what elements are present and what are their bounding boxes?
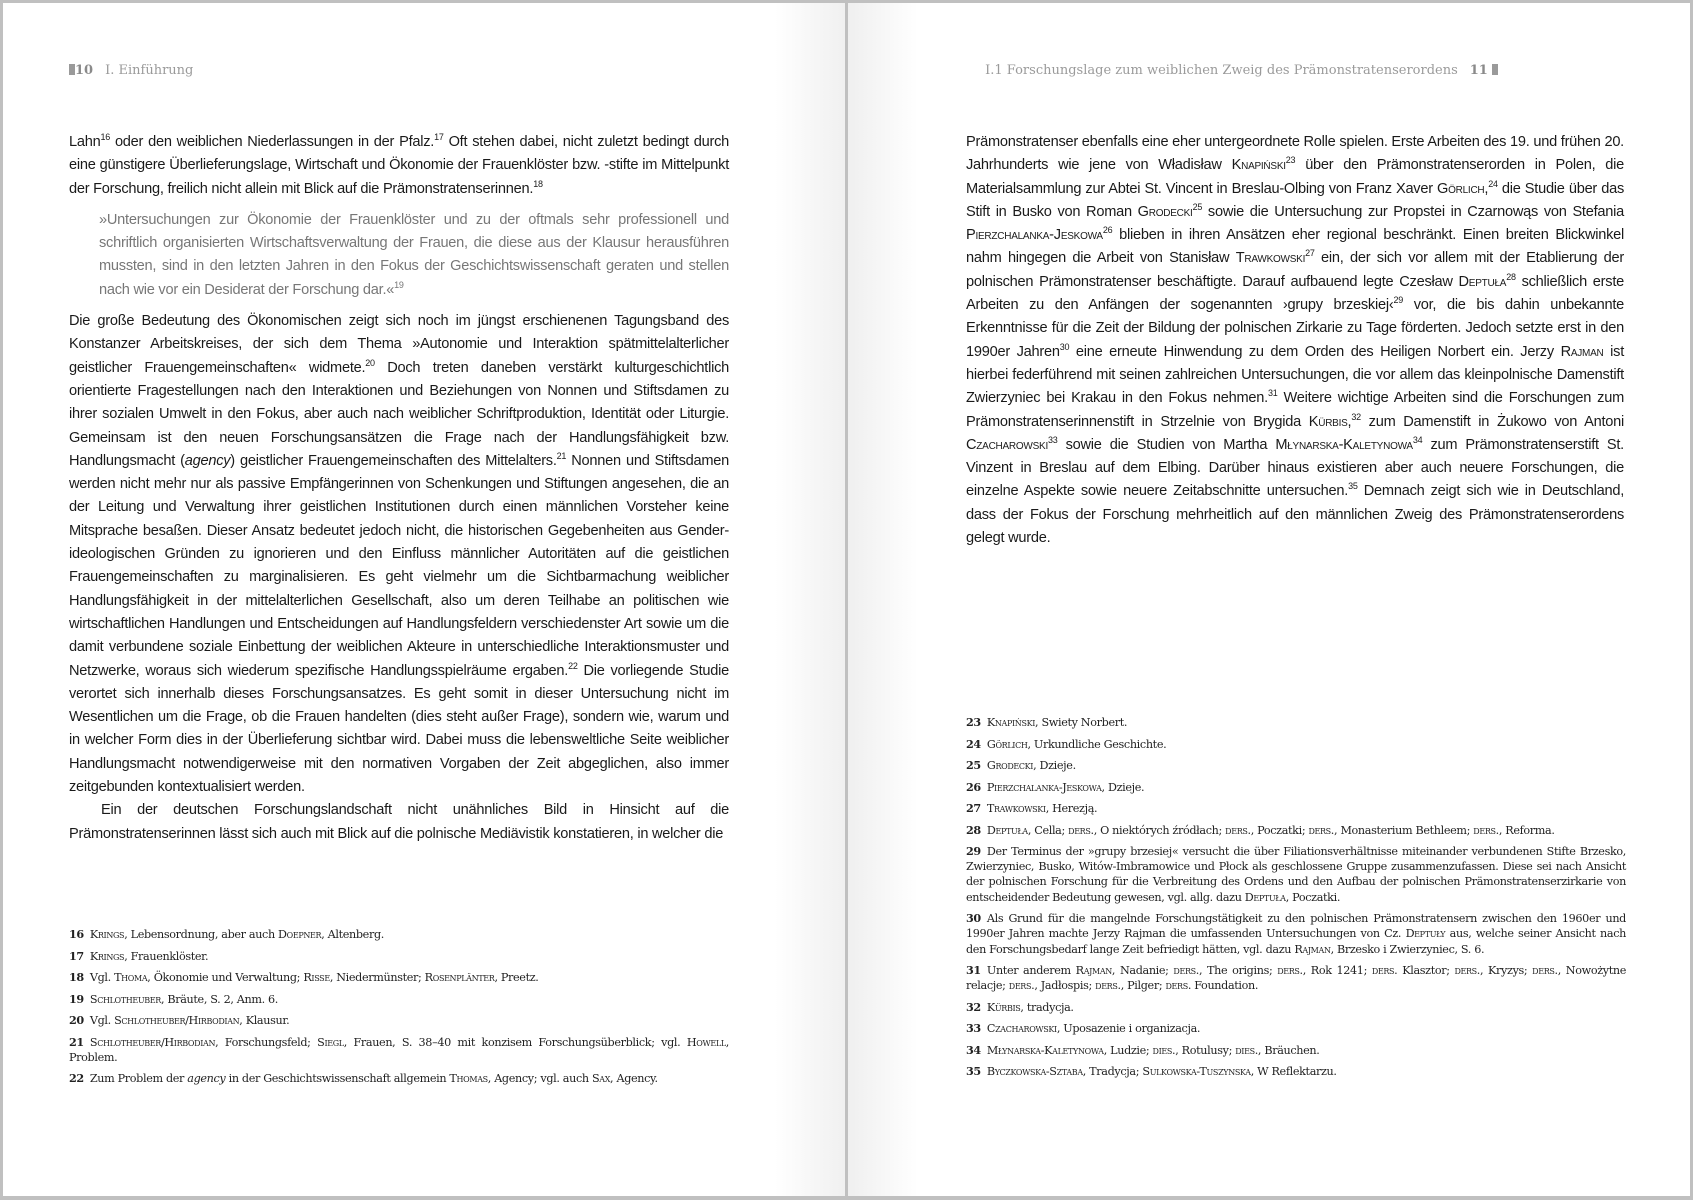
author-name: dies. — [1152, 1043, 1176, 1057]
footnotes — [69, 927, 729, 1093]
page-marker-icon — [1492, 64, 1498, 75]
footnote-ref[interactable]: 23 — [1285, 155, 1296, 166]
footnote-ref[interactable]: 35 — [1348, 481, 1358, 492]
emphasis: agency — [187, 1072, 226, 1086]
author-name: ders. — [1225, 823, 1251, 837]
author-name: Krings — [89, 928, 125, 941]
author-name: Byczkowska-Sztaba — [986, 1065, 1083, 1079]
author-name: Deptuły — [1405, 927, 1446, 941]
author-name: Kürbis — [986, 1000, 1021, 1014]
author-name: Deptuła — [1244, 890, 1286, 904]
author-name: ders. — [1473, 823, 1499, 837]
footnote-ref[interactable]: 28 — [1506, 271, 1516, 282]
author-name: Knapiński — [1231, 157, 1286, 174]
author-name: Rajman — [1294, 942, 1331, 956]
author-name: Risse — [303, 971, 330, 984]
footnote-number: 16 — [69, 927, 84, 941]
footnote-number: 35 — [966, 1064, 981, 1079]
footnote-number: 19 — [69, 991, 84, 1006]
footnote-number: 30 — [966, 911, 981, 926]
footnote-ref[interactable]: 27 — [1305, 248, 1315, 259]
page-number: 11 — [1469, 63, 1488, 78]
author-name: ders. — [1308, 823, 1335, 837]
footnote-number: 31 — [966, 963, 981, 978]
footnote-ref[interactable]: 21 — [556, 450, 567, 461]
paragraph: Die große Bedeutung des Ökonomischen zeigt sich noch im jüngst erschienenen Tagungsband des Konstanzer Arbeitskreises, der sich dem Thema »Autonomie und Interaktion spätmittelalterlicher geistlicher Frauengemeinschaften« widmete.$^{20}$ Doch treten daneben verstärkt kulturgeschichtlich orientierte Fragestellungen nach den Interaktionen und Beziehungen von Nonnen und Stiftsdamen zu ihrer sozialen Umwelt in den Fokus, aber auch nach weiblicher Schriftproduktion, Identität oder Liturgie. Gemeinsam ist den neuen Forschungsansätzen die Frage nach der Handlungsfähigkeit bzw. Handlungsmacht (agency) geistlicher Frauengemeinschaften des Mittelalters.$^{21}$ Nonnen und Stiftsdamen werden nicht mehr nur als passive Empfängerinnen von Schenkungen und Stiftungen angesehen, die an der Leitung und Verwaltung ihrer geistlichen Institutionen durch einen männlichen Vorsteher keine Mitsprache besaßen. Dieser Ansatz bedeutet jedoch nicht, die historischen Gegebenheiten aus Gender-ideologischen Gründen zu ignorieren und den Einfluss männlicher Autoritäten auf die geistlichen Frauengemeinschaften zu marginalisieren. Es geht vielmehr um die Sichtbarmachung weiblicher Handlungsfähigkeit in der mittelalterlichen Gesellschaft, also um deren Teilhabe an politischen wie wirtschaftlichen Handlungen und Entscheidungen auf Handlungsfeldern verschiedenster Art sowie um die damit verbundene soziale Einbettung der weiblichen Akteure in unterschiedliche Interaktionsmuster und Netzwerke, woraus sich wiederum spezifische Handlungsspielräume ergaben.$^{22}$ Die vorliegende Studie verortet sich innerhalb dieses Forschungsansatzes. Es geht somit in dieser Untersuchung nicht im Wesentlichen um die Frage, ob die Frauen handelten (dies steht außer Frage), sondern wie, warum und in welcher Form dies in der Überlieferung sichtbar wird. Dabei muss die lebensweltliche Seite weiblicher Handlungsmacht notwendigerweise mit den normativen Vorgaben der Zeit abgeglichen, also immer zeitgebunden kontextualisiert werden. — [69, 313, 729, 796]
footnote-ref[interactable]: 18 — [533, 178, 543, 189]
footnote: 30 Als Grund für die mangelnde Forschungstätigkeit zu den polnischen Prämonstratensern zwischen den 1960er und 1990er Jahren machte Jerzy Rajman die umfassenden Untersuchungen von Cz. Deptuły aus, welche seiner Ansicht nach den Forschungsbedarf lange Zeit befriedigt hätten, vgl. dazu Rajman, Brzesko i Zwierzyniec, S. 6. — [966, 911, 1626, 956]
author-name: Młynarska-Kaletynowa — [1275, 436, 1413, 453]
footnote-number: 25 — [966, 758, 981, 772]
block-quote: »Untersuchungen zur Ökonomie der Frauenklöster und zu der oftmals sehr professionell und schriftlich organisierten Wirtschaftsverwaltung der Frauen, die diese aus der Klausur herausführen mussten, sind in den letzten Jahren in den Fokus der Geschichtswissenschaft geraten und stellen nach wie vor ein Desiderat der Forschung dar.«$^{19}$ — [99, 211, 729, 298]
paragraph: Lahn$^{16}$ oder den weiblichen Niederlassungen in der Pfalz.$^{17}$ Oft stehen dabei, nicht zuletzt bedingt durch eine günstigere Überlieferungslage, Wirtschaft und Ökonomie der Frauenklöster bzw. -stifte im Mittelpunkt der Forschung, freilich nicht allein mit Blick auf die Prämonstratenserinnen.$^{18}$ — [69, 132, 729, 197]
footnote-ref[interactable]: 20 — [365, 357, 375, 368]
footnote-ref[interactable]: 32 — [1351, 411, 1361, 422]
paragraph: Ein der deutschen Forschungslandschaft nicht unähnliches Bild in Hinsicht auf die Prämonstratenserinnen lässt sich auch mit Blick auf die polnische Mediävistik konstatieren, in welcher die — [69, 802, 729, 842]
author-name: ders. — [1008, 979, 1035, 993]
footnote-number: 21 — [69, 1034, 84, 1049]
footnote: 32 Kürbis, tradycja. — [966, 999, 1074, 1014]
body-text — [966, 131, 1624, 550]
author-name: ders. — [1371, 964, 1398, 978]
author-name: Pierzchalanka-Jeskowa — [966, 227, 1103, 244]
footnote-ref[interactable]: 24 — [1488, 178, 1498, 189]
author-name: Görlich — [986, 737, 1028, 751]
footnote-ref[interactable]: 16 — [100, 132, 110, 142]
footnote: 31 Unter anderem Rajman, Nadanie; ders., The origins; ders., Rok 1241; ders. Klasztor; ders., Kryzys; ders., Nowożytne relacje; ders., Jadłospis; ders., Pilger; ders. Foundation. — [966, 963, 1626, 993]
footnote-number: 20 — [69, 1013, 84, 1027]
author-name: Siegl — [317, 1035, 344, 1049]
author-name: Pierzchalanka-Jeskowa — [986, 780, 1102, 794]
author-name: Rajman — [1560, 343, 1604, 360]
author-name: Doepner — [278, 928, 322, 941]
footnote-number: 28 — [966, 822, 981, 837]
author-name: Thoma — [114, 971, 148, 984]
footnote: 27 Trawkowski, Herezją. — [966, 801, 1098, 815]
footnote-ref[interactable]: 17 — [434, 132, 444, 142]
footnote: 24 Görlich, Urkundliche Geschichte. — [966, 736, 1167, 751]
footnote-number: 18 — [69, 970, 84, 984]
footnote-number: 24 — [966, 736, 981, 751]
body-text — [69, 131, 729, 846]
author-name: ders. — [1095, 979, 1121, 993]
author-name: ders. — [1277, 964, 1303, 978]
footnote-number: 22 — [69, 1071, 84, 1086]
author-name: ders. — [1165, 979, 1192, 993]
right-page — [848, 3, 1690, 1196]
footnote-number: 27 — [966, 801, 981, 815]
footnote-number: 32 — [966, 999, 981, 1014]
footnote: 18 Vgl. Thoma, Ökonomie und Verwaltung; Risse, Niedermünster; Rosenplänter, Preetz. — [69, 970, 539, 984]
section-title: I.1 Forschungslage zum weiblichen Zweig des Prämonstratenserordens — [985, 63, 1458, 78]
footnote: 26 Pierzchalanka-Jeskowa, Dzieje. — [966, 779, 1145, 794]
footnote-number: 17 — [69, 948, 84, 963]
footnote: 20 Vgl. Schlotheuber/Hirbodian, Klausur. — [69, 1013, 290, 1027]
footnote: 17 Krings, Frauenklöster. — [69, 948, 209, 963]
footnote-number: 34 — [966, 1042, 981, 1057]
footnotes — [966, 715, 1626, 1086]
running-head-right — [985, 63, 1498, 78]
author-name: Deptuła — [1458, 273, 1507, 290]
footnote-number: 33 — [966, 1021, 981, 1036]
author-name: Grodecki — [1137, 203, 1193, 220]
paragraph: Prämonstratenser ebenfalls eine eher untergeordnete Rolle spielen. Erste Arbeiten des 19. und frühen 20. Jahrhunderts wie jene von Władisław Knapiński$^{23}$ über den Prämonstratenserorden in Polen, die Materialsammlung zur Abtei St. Vincent in Breslau-Olbing von Franz Xaver Görlich,$^{24}$ die Studie über das Stift in Busko von Roman Grodecki$^{25}$ sowie die Untersuchung zur Propstei in Czarnowąs von Stefania Pierzchalanka-Jeskowa$^{26}$ blieben in ihren Ansätzen eher regional beschränkt. Einen breiten Blickwinkel nahm hingegen die Arbeit von Stanisław Trawkowski$^{27}$ ein, der sich vor allem mit der Etablierung der polnischen Prämonstratenser beschäftigte. Darauf aufbauend legte Czesław Deptuła$^{28}$ schließlich erste Arbeiten zu den Anfängen der sogenannten ›grupy brzeskiej‹$^{29}$ vor, die bis dahin unbekannte Erkenntnisse für die Zeit der Bildung der polnischen Zirkarie zu Tage förderten. Jedoch setzte erst in den 1990er Jahren$^{30}$ eine erneute Hinwendung zu dem Orden des Heiligen Norbert ein. Jerzy Rajman ist hierbei federführend mit seinen zahlreichen Untersuchungen, die vor allem das kleinpolnische Damenstift Zwierzyniec bei Krakau in den Fokus nehmen.$^{31}$ Weitere wichtige Arbeiten sind die Forschungen zum Prämonstratenserinnenstift in Strzelnie von Brygida Kürbis,$^{32}$ zum Damenstift in Żukowo von Antoni Czacharowski$^{33}$ sowie die Studien von Martha Młynarska-Kaletynowa$^{34}$ zum Prämonstratenserstift St. Vinzent in Breslau auf dem Elbing. Darüber hinaus existieren aber auch neuere Forschungen, die einzelne Aspekte sowie neuere Zeitabschnitte untersuchen.$^{35}$ Demnach zeigt sich wie in Deutschland, dass der Fokus der Forschung mehrheitlich auf den männlichen Zweig des Prämonstratenserordens gelegt wurde. — [966, 134, 1625, 547]
footnote: 23 Knapiński, Swiety Norbert. — [966, 715, 1128, 729]
footnote-ref[interactable]: 19 — [394, 279, 404, 290]
author-name: ders. — [1068, 823, 1094, 837]
author-name: Trawkowski — [1235, 250, 1306, 267]
footnote-number: 29 — [966, 844, 981, 858]
author-name: dies. — [1235, 1043, 1258, 1057]
author-name: Schlotheuber/Hirbodian — [89, 1035, 216, 1049]
author-name: Grodecki — [986, 759, 1034, 772]
footnote: 25 Grodecki, Dzieje. — [966, 758, 1076, 772]
footnote-ref[interactable]: 22 — [568, 660, 578, 671]
footnote-ref[interactable]: 29 — [1393, 295, 1403, 306]
footnote-ref[interactable]: 30 — [1059, 341, 1070, 352]
author-name: Rajman — [1075, 964, 1112, 978]
author-name: Schlotheuber/Hirbodian — [114, 1014, 240, 1027]
footnote-number: 23 — [966, 715, 981, 729]
chapter-title: I. Einführung — [105, 63, 194, 78]
author-name: Rosenplänter — [424, 971, 495, 984]
footnote: 35 Byczkowska-Sztaba, Tradycja; Sulkowska-Tuszynska, W Reflektarzu. — [966, 1064, 1337, 1079]
footnote-ref[interactable]: 25 — [1192, 201, 1203, 212]
emphasis: agency — [184, 452, 231, 469]
footnote: 22 Zum Problem der agency in der Geschichtswissenschaft allgemein Thomas, Agency; vgl. auch Sax, Agency. — [69, 1071, 658, 1086]
author-name: Knapiński — [986, 716, 1036, 729]
author-name: ders. — [1173, 964, 1199, 978]
footnote-ref[interactable]: 31 — [1267, 388, 1278, 399]
author-name: Deptuła — [986, 823, 1028, 837]
page-number: 10 — [75, 63, 94, 78]
author-name: Młynarska-Kaletynowa — [986, 1043, 1104, 1057]
footnote: 21 Schlotheuber/Hirbodian, Forschungsfeld; Siegl, Frauen, S. 38–40 mit konzisem Forschungsüberblick; vgl. Howell, Problem. — [69, 1034, 729, 1064]
footnote-ref[interactable]: 33 — [1048, 434, 1058, 445]
author-name: Krings — [89, 949, 125, 963]
author-name: Czacharowski — [986, 1022, 1057, 1036]
author-name: Trawkowski — [986, 802, 1046, 815]
author-name: Thomas — [449, 1072, 488, 1086]
author-name: ders. — [1532, 964, 1558, 978]
author-name: Sax — [591, 1072, 611, 1086]
footnote: 16 Krings, Lebensordnung, aber auch Doepner, Altenberg. — [69, 927, 384, 941]
author-name: ders. — [1454, 964, 1481, 978]
author-name: Schlotheuber — [89, 992, 161, 1006]
footnote-number: 26 — [966, 779, 981, 794]
author-name: Kürbis — [1308, 413, 1348, 430]
footnote: 34 Młynarska-Kaletynowa, Ludzie; dies., Rotulusy; dies., Bräuchen. — [966, 1042, 1320, 1057]
footnote-ref[interactable]: 34 — [1412, 434, 1423, 445]
author-name: Sulkowska-Tuszynska — [1142, 1065, 1251, 1079]
footnote: 19 Schlotheuber, Bräute, S. 2, Anm. 6. — [69, 991, 278, 1006]
author-name: Görlich — [1437, 180, 1485, 197]
author-name: Czacharowski — [966, 436, 1048, 453]
running-head-left — [69, 63, 193, 78]
footnote: 29 Der Terminus der »grupy brzesiej« versucht die über Filiationsverhältnisse miteinander verbundenen Stifte Brzesko, Zwierzyniec, Busko, Witów-Imbramowice und Płock als geschlossene Gruppe zusammenzufassen. Diese sei nach Ansicht der polnischen Forschung für die Verbreitung des Ordens und den Aufbau der polnischen Prämonstratenserzirkarie von entscheidender Bedeutung gewesen, vgl. allg. dazu Deptuła, Poczatki. — [966, 844, 1626, 904]
left-page — [3, 3, 845, 1196]
author-name: Howell — [686, 1035, 726, 1049]
footnote: 28 Deptuła, Cella; ders., O niektórych źródłach; ders., Poczatki; ders., Monasterium Bethleem; ders., Reforma. — [966, 822, 1555, 837]
footnote: 33 Czacharowski, Uposazenie i organizacja. — [966, 1021, 1201, 1036]
footnote-ref[interactable]: 26 — [1102, 225, 1113, 236]
